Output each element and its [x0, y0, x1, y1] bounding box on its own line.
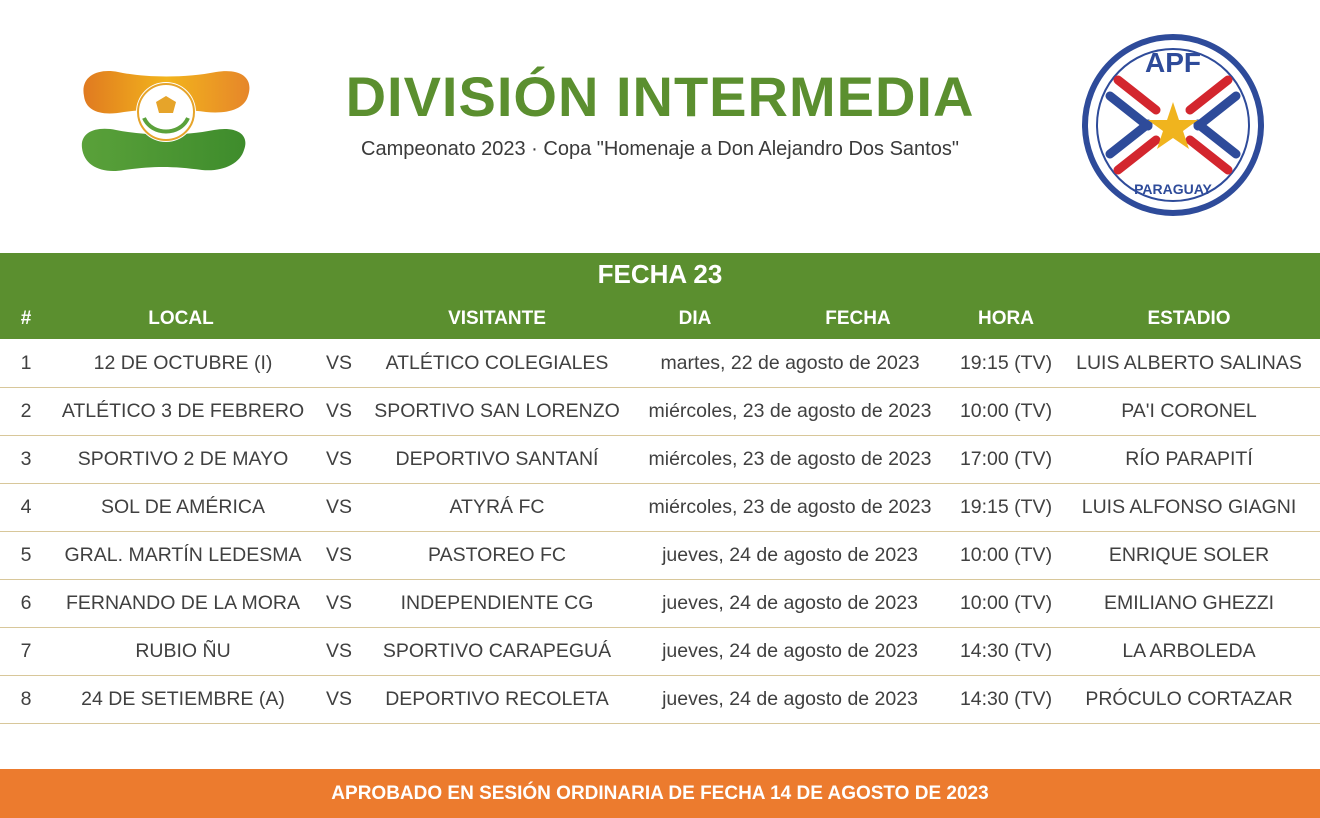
- local-team: FERNANDO DE LA MORA: [65, 592, 301, 614]
- apf-logo-country: PARAGUAY: [1134, 181, 1212, 197]
- match-time: 14:30 (TV): [959, 640, 1053, 662]
- match-date: jueves, 24 de agosto de 2023: [662, 592, 918, 614]
- match-time: 19:15 (TV): [959, 352, 1053, 374]
- visiting-team: INDEPENDIENTE CG: [400, 592, 594, 614]
- local-team: ATLÉTICO 3 DE FEBRERO: [61, 400, 305, 422]
- apf-logo-text: APF: [1145, 47, 1201, 78]
- local-team: 24 DE SETIEMBRE (A): [81, 688, 285, 710]
- page-title: DIVISIÓN INTERMEDIA: [345, 65, 975, 128]
- local-team: 12 DE OCTUBRE (I): [93, 352, 273, 374]
- table-row: [0, 531, 1320, 579]
- table-row: [0, 627, 1320, 675]
- col-header-visitante: VISITANTE: [448, 308, 546, 329]
- local-team: SOL DE AMÉRICA: [101, 496, 265, 518]
- row-number: 5: [20, 544, 32, 566]
- visiting-team: ATYRÁ FC: [449, 496, 545, 518]
- stadium: LUIS ALFONSO GIAGNI: [1081, 496, 1297, 518]
- match-date: miércoles, 23 de agosto de 2023: [648, 400, 932, 422]
- stadium: PRÓCULO CORTAZAR: [1085, 688, 1293, 710]
- table-row: [0, 579, 1320, 627]
- vs-label: VS: [325, 640, 352, 662]
- match-date: jueves, 24 de agosto de 2023: [662, 544, 918, 566]
- table-row: [0, 435, 1320, 483]
- col-header-fecha: FECHA: [825, 308, 891, 329]
- table-row: [0, 339, 1320, 387]
- division-intermedia-logo-icon: [76, 66, 254, 182]
- approval-footer-text: APROBADO EN SESIÓN ORDINARIA DE FECHA 14 DE AGOSTO DE 2023: [331, 783, 989, 804]
- round-title: FECHA 23: [597, 259, 723, 289]
- match-date: martes, 22 de agosto de 2023: [660, 352, 920, 374]
- match-date: miércoles, 23 de agosto de 2023: [648, 448, 932, 470]
- local-team: SPORTIVO 2 DE MAYO: [77, 448, 289, 470]
- apf-crest-icon: [1078, 32, 1268, 218]
- match-time: 19:15 (TV): [959, 496, 1053, 518]
- row-number: 7: [20, 640, 32, 662]
- page-subtitle: Campeonato 2023 · Copa "Homenaje a Don Alejandro Dos Santos": [361, 138, 959, 160]
- row-number: 3: [20, 448, 32, 470]
- col-header-num: #: [20, 308, 32, 329]
- vs-label: VS: [325, 688, 352, 710]
- match-date: jueves, 24 de agosto de 2023: [662, 640, 918, 662]
- row-number: 8: [20, 688, 32, 710]
- visiting-team: SPORTIVO CARAPEGUÁ: [382, 640, 612, 662]
- stadium: RÍO PARAPITÍ: [1125, 448, 1253, 470]
- row-number: 4: [20, 496, 32, 518]
- visiting-team: DEPORTIVO SANTANÍ: [395, 448, 599, 470]
- table-row: [0, 675, 1320, 723]
- table-row: [0, 387, 1320, 435]
- row-number: 1: [20, 352, 32, 374]
- match-time: 14:30 (TV): [959, 688, 1053, 710]
- vs-label: VS: [325, 448, 352, 470]
- col-header-dia: DIA: [678, 308, 712, 329]
- stadium: ENRIQUE SOLER: [1108, 544, 1270, 566]
- vs-label: VS: [325, 544, 352, 566]
- vs-label: VS: [325, 400, 352, 422]
- match-date: jueves, 24 de agosto de 2023: [662, 688, 918, 710]
- visiting-team: ATLÉTICO COLEGIALES: [385, 352, 609, 374]
- table-row: [0, 483, 1320, 531]
- row-number: 2: [20, 400, 32, 422]
- match-time: 10:00 (TV): [959, 544, 1053, 566]
- match-time: 10:00 (TV): [959, 592, 1053, 614]
- vs-label: VS: [325, 496, 352, 518]
- vs-label: VS: [325, 352, 352, 374]
- row-number: 6: [20, 592, 32, 614]
- visiting-team: DEPORTIVO RECOLETA: [385, 688, 609, 710]
- row-divider: [0, 723, 1320, 724]
- col-header-local: LOCAL: [148, 308, 214, 329]
- visiting-team: PASTOREO FC: [428, 544, 566, 566]
- stadium: EMILIANO GHEZZI: [1103, 592, 1275, 614]
- stadium: LA ARBOLEDA: [1122, 640, 1256, 662]
- vs-label: VS: [325, 592, 352, 614]
- visiting-team: SPORTIVO SAN LORENZO: [374, 400, 620, 422]
- page-header: [0, 0, 1320, 253]
- local-team: GRAL. MARTÍN LEDESMA: [64, 544, 302, 566]
- col-header-hora: HORA: [978, 308, 1034, 329]
- col-header-estadio: ESTADIO: [1147, 308, 1231, 329]
- stadium: PA'I CORONEL: [1121, 400, 1257, 422]
- stadium: LUIS ALBERTO SALINAS: [1076, 352, 1302, 374]
- match-time: 17:00 (TV): [959, 448, 1053, 470]
- local-team: RUBIO ÑU: [135, 640, 231, 662]
- match-date: miércoles, 23 de agosto de 2023: [648, 496, 932, 518]
- match-time: 10:00 (TV): [959, 400, 1053, 422]
